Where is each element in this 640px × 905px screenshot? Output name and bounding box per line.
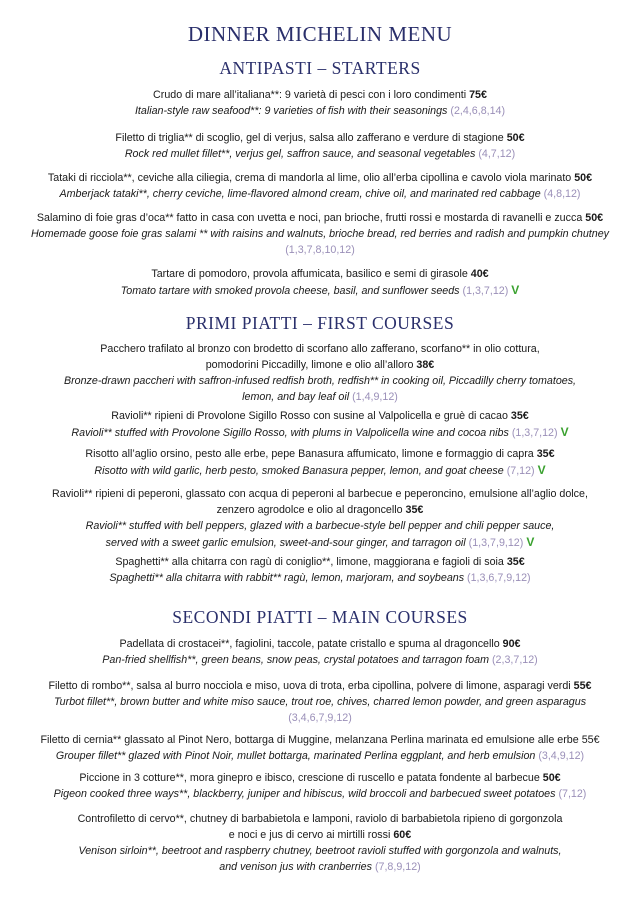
dish-name-english xyxy=(20,652,620,668)
dish-name-italian-text: zenzero agrodolce e olio al dragoncello xyxy=(216,504,403,516)
dish-name-italian-text: Tataki di ricciola**, ceviche alla ciliegia, crema di mandorla al lime, olio all’erba cipollina e cavolo viola marinato xyxy=(47,172,572,184)
dish-price: 50€ xyxy=(585,212,604,224)
dish-name-italian xyxy=(20,486,620,502)
dish-name-italian xyxy=(20,446,620,462)
dish-name-italian-text: Filetto di rombo**, salsa al burro nocciola e miso, uova di trota, erba cipollina, polvere di limone, asparagi verdi xyxy=(48,680,571,692)
allergen-row xyxy=(20,242,620,258)
allergen-codes: (1,4,9,12) xyxy=(352,391,398,403)
dish-name-english xyxy=(20,694,620,710)
menu-item xyxy=(20,811,620,875)
dish-name-italian-text: Pacchero trafilato al bronzo con brodetto di scorfano allo zafferano, scorfano** in olio cottura, xyxy=(100,343,540,355)
dish-name-italian xyxy=(20,130,620,146)
dish-name-english xyxy=(20,859,620,875)
dish-name-english xyxy=(20,389,620,405)
allergen-codes: (3,4,9,12) xyxy=(538,750,585,762)
dish-name-italian xyxy=(20,502,620,518)
vegetarian-icon: V xyxy=(560,425,569,439)
allergen-codes: (7,12) xyxy=(506,465,535,477)
dish-name-english xyxy=(20,570,620,586)
dish-name-italian-text: Filetto di cernia** glassato al Pinot Nero, bottarga di Muggine, melanzana Perlina marinata ed emulsione alle erbe xyxy=(40,734,579,746)
dish-name-english-text: Venison sirloin**, beetroot and raspberry chutney, beetroot ravioli stuffed with gorgonzola and walnuts, xyxy=(78,845,562,857)
dish-price: 35€ xyxy=(536,448,555,460)
dish-name-italian-text: Salamino di foie gras d’oca** fatto in casa con uvetta e noci, pan brioche, frutti rossi e mostarda di ravanelli e zucca xyxy=(36,212,583,224)
dish-name-english-text: Spaghetti** alla chitarra with rabbit** ragù, lemon, marjoram, and soybeans xyxy=(109,572,465,584)
dish-name-english-text: Tomato tartare with smoked provola cheese, basil, and sunflower seeds xyxy=(120,285,460,297)
dish-name-italian-text: Padellata di crostacei**, fagiolini, taccole, patate cristallo e spuma al dragoncello xyxy=(119,638,500,650)
menu-item xyxy=(20,446,620,479)
section-title: SECONDI PIATTI – MAIN COURSES xyxy=(172,607,468,627)
dish-name-english xyxy=(20,282,620,299)
dish-price: 75€ xyxy=(469,89,487,101)
menu-item xyxy=(20,732,620,764)
section-title: ANTIPASTI – STARTERS xyxy=(219,58,421,78)
menu-title: DINNER MICHELIN MENU xyxy=(187,22,453,46)
allergen-codes: (4,8,12) xyxy=(543,188,581,200)
dish-name-italian xyxy=(20,770,620,786)
dish-name-english-text: Homemade goose foie gras salami ** with raisins and walnuts, brioche bread, red berries and radish and pumpkin chutney xyxy=(30,228,610,240)
dish-name-italian xyxy=(20,87,620,103)
dish-name-italian-text: Tartare di pomodoro, provola affumicata, basilico e semi di girasole xyxy=(151,268,468,280)
dish-price: 35€ xyxy=(506,556,525,568)
dish-name-english-text: Bronze-drawn paccheri with saffron-infused redfish broth, redfish** in cooking oil, Piccadilly cherry tomatoes, xyxy=(63,375,577,387)
dish-name-english-text: lemon, and bay leaf oil xyxy=(242,391,350,403)
dish-price: 35€ xyxy=(510,410,529,422)
allergen-codes: (7,8,9,12) xyxy=(374,861,421,873)
dish-name-italian-text: Risotto all’aglio orsino, pesto alle erbe, pepe Banasura affumicato, limone e formaggio di capra xyxy=(85,448,534,460)
dish-name-english xyxy=(20,748,620,764)
allergen-codes: (1,3,7,12) xyxy=(462,285,509,297)
menu-item xyxy=(20,341,620,405)
dish-price: 50€ xyxy=(506,132,525,144)
dish-name-english-text: Pigeon cooked three ways**, blackberry, juniper and hibiscus, wild broccoli and barbecued sweet potatoes xyxy=(53,788,556,800)
dish-name-italian-text: e noci e jus di cervo ai mirtilli rossi xyxy=(228,829,391,841)
dish-name-english xyxy=(20,146,620,162)
dish-name-english xyxy=(20,186,620,202)
dish-name-italian xyxy=(20,554,620,570)
dish-name-english xyxy=(20,462,620,479)
dish-name-english xyxy=(20,534,620,551)
menu-item xyxy=(20,130,620,162)
dish-name-italian-text: Controfiletto di cervo**, chutney di barbabietola e lamponi, raviolo di barbabietola ripieno di gorgonzola xyxy=(77,813,563,825)
dish-name-english xyxy=(20,518,620,534)
dish-name-italian xyxy=(20,678,620,694)
dish-name-italian xyxy=(20,732,620,748)
section-title: PRIMI PIATTI – FIRST COURSES xyxy=(185,313,455,333)
allergen-codes: (3,4,6,7,9,12) xyxy=(288,712,352,724)
menu-item xyxy=(20,770,620,802)
dish-price: 55€ xyxy=(581,734,600,746)
dish-name-english-text: Grouper fillet** glazed with Pinot Noir, mullet bottarga, marinated Perlina eggplant, and herb emulsion xyxy=(55,750,536,762)
dish-name-english-text: Turbot fillet**, brown butter and white miso sauce, trout roe, chives, charred lemon powder, and green asparagus xyxy=(53,696,587,708)
dish-price: 38€ xyxy=(416,359,435,371)
dish-name-italian xyxy=(20,266,620,282)
dish-price: 50€ xyxy=(542,772,561,784)
dish-name-italian xyxy=(20,811,620,827)
allergen-codes: (4,7,12) xyxy=(478,148,516,160)
allergen-codes: (2,3,7,12) xyxy=(492,654,538,666)
dish-name-english xyxy=(20,424,620,441)
dish-name-english xyxy=(20,786,620,802)
dish-name-english-text: Ravioli** stuffed with bell peppers, glazed with a barbecue-style bell pepper and chili pepper sauce, xyxy=(85,520,555,532)
dish-name-english-text: and venison jus with cranberries xyxy=(219,861,372,873)
dish-price: 35€ xyxy=(405,504,424,516)
dish-name-italian-text: Piccione in 3 cotture**, mora ginepro e ibisco, crescione di ruscello e patata fondente al barbecue xyxy=(79,772,540,784)
menu-item xyxy=(20,170,620,202)
menu-item xyxy=(20,554,620,586)
dish-name-italian xyxy=(20,408,620,424)
dish-price: 90€ xyxy=(502,638,521,650)
dish-name-italian-text: Spaghetti** alla chitarra con ragù di coniglio**, limone, maggiorana e fagioli di soia xyxy=(115,556,504,568)
dish-name-english xyxy=(20,373,620,389)
dish-name-english xyxy=(20,843,620,859)
allergen-codes: (1,3,7,8,10,12) xyxy=(285,244,355,256)
menu-item xyxy=(20,486,620,551)
dish-name-italian-text: Filetto di triglia** di scoglio, gel di verjus, salsa allo zafferano e verdure di stagione xyxy=(115,132,504,144)
dish-name-italian-text: pomodorini Piccadilly, limone e olio all’alloro xyxy=(205,359,414,371)
allergen-codes: (1,3,6,7,9,12) xyxy=(467,572,531,584)
dish-name-english-text: Pan-fried shellfish**, green beans, snow peas, crystal potatoes and tarragon foam xyxy=(102,654,490,666)
dish-name-english xyxy=(20,103,620,119)
menu-item xyxy=(20,408,620,441)
dish-name-italian xyxy=(20,210,620,226)
dish-name-italian xyxy=(20,636,620,652)
allergen-row xyxy=(20,710,620,726)
dish-name-italian-text: Ravioli** ripieni di peperoni, glassato con acqua di peperoni al barbecue e peperoncino, emulsione all’aglio dolce, xyxy=(52,488,588,500)
dish-price: 40€ xyxy=(470,268,489,280)
dish-price: 50€ xyxy=(574,172,593,184)
vegetarian-icon: V xyxy=(526,535,535,549)
allergen-codes: (7,12) xyxy=(558,788,587,800)
dish-name-english-text: served with a sweet garlic emulsion, sweet-and-sour ginger, and tarragon oil xyxy=(105,537,466,549)
dish-name-italian xyxy=(20,341,620,357)
allergen-codes: (2,4,6,8,14) xyxy=(450,105,506,117)
vegetarian-icon: V xyxy=(537,463,546,477)
dish-name-english-text: Rock red mullet fillet**, verjus gel, saffron sauce, and seasonal vegetables xyxy=(124,148,476,160)
allergen-codes: (1,3,7,12) xyxy=(511,427,558,439)
dish-name-english xyxy=(20,226,620,242)
dish-name-italian-text: Crudo di mare all’italiana**: 9 varietà di pesci con i loro condimenti xyxy=(153,89,467,101)
dish-name-italian xyxy=(20,170,620,186)
menu-item xyxy=(20,636,620,668)
menu-item xyxy=(20,210,620,258)
dish-name-english-text: Ravioli** stuffed with Provolone Sigillo Rosso, with plums in Valpolicella wine and cocoa nibs xyxy=(71,427,509,439)
dish-name-italian xyxy=(20,827,620,843)
menu-item xyxy=(20,87,620,119)
menu-item xyxy=(20,678,620,726)
dish-name-english-text: Risotto with wild garlic, herb pesto, smoked Banasura pepper, lemon, and goat cheese xyxy=(94,465,504,477)
dish-name-italian-text: Ravioli** ripieni di Provolone Sigillo Rosso con susine al Valpolicella e gruè di cacao xyxy=(111,410,508,422)
vegetarian-icon: V xyxy=(511,283,520,297)
dish-price: 60€ xyxy=(393,829,412,841)
menu-item xyxy=(20,266,620,299)
allergen-codes: (1,3,7,9,12) xyxy=(468,537,524,549)
dish-name-english-text: Amberjack tataki**, cherry ceviche, lime-flavored almond cream, chive oil, and marinated red cabbage xyxy=(59,188,541,200)
dish-name-english-text: Italian-style raw seafood**: 9 varieties of fish with their seasonings xyxy=(134,105,448,117)
dish-name-italian xyxy=(20,357,620,373)
dish-price: 55€ xyxy=(573,680,592,692)
